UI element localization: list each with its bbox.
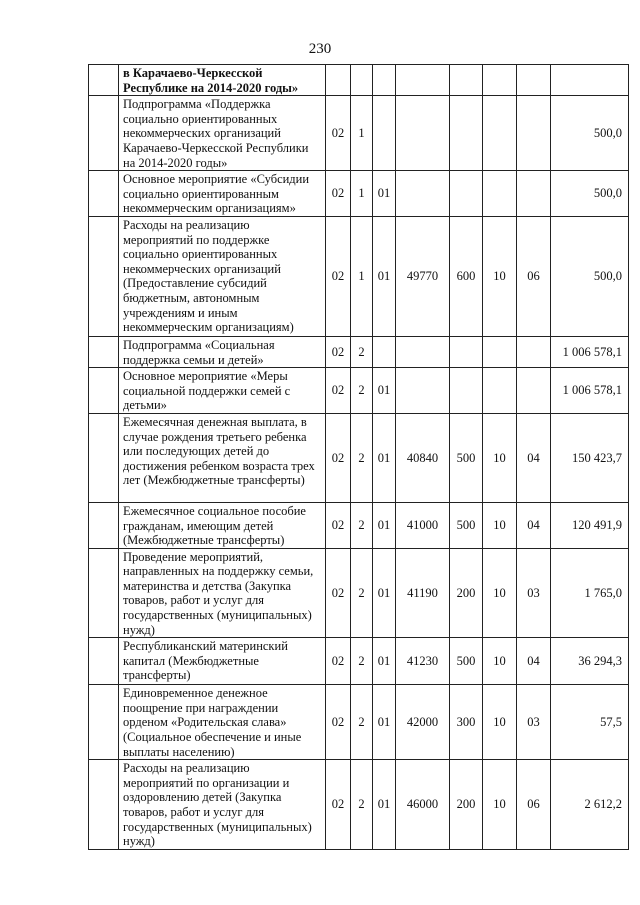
row-name: Ежемесячное социальное пособие гражданам, имеющим детей (Межбюджетные трансферты) <box>119 502 326 548</box>
expense-type <box>450 171 483 217</box>
amount-cell: 500,0 <box>551 216 629 336</box>
subprogram-code: 2 <box>351 336 373 367</box>
activity-code: 01 <box>373 760 396 850</box>
subsection-code <box>517 171 551 217</box>
section-code <box>483 368 517 414</box>
program-code: 02 <box>326 502 351 548</box>
table-row <box>89 216 629 336</box>
amount-cell: 500,0 <box>551 171 629 217</box>
subprogram-code: 1 <box>351 216 373 336</box>
program-code: 02 <box>326 171 351 217</box>
subprogram-code: 2 <box>351 413 373 502</box>
subsection-code: 04 <box>517 413 551 502</box>
section-code <box>483 65 517 96</box>
direction-code <box>396 336 450 367</box>
table-row <box>89 413 629 502</box>
section-code <box>483 96 517 171</box>
row-name: Проведение мероприятий, направленных на поддержку семьи, материнства и детства (Закупка товаров, работ и услуг для государственных (муниципальных) нужд) <box>119 548 326 638</box>
amount-cell: 1 006 578,1 <box>551 368 629 414</box>
expense-type: 500 <box>450 413 483 502</box>
empty-cell <box>89 368 119 414</box>
subprogram-code: 2 <box>351 368 373 414</box>
activity-code <box>373 65 396 96</box>
section-code: 10 <box>483 413 517 502</box>
direction-code <box>396 368 450 414</box>
amount-cell: 36 294,3 <box>551 638 629 685</box>
direction-code: 46000 <box>396 760 450 850</box>
subprogram-code: 2 <box>351 638 373 685</box>
row-name: Основное мероприятие «Меры социальной поддержки семей с детьми» <box>119 368 326 414</box>
section-code <box>483 171 517 217</box>
section-code: 10 <box>483 216 517 336</box>
table-row <box>89 548 629 638</box>
direction-code: 41000 <box>396 502 450 548</box>
expense-type: 200 <box>450 548 483 638</box>
activity-code <box>373 336 396 367</box>
row-name: Республиканский материнский капитал (Межбюджетные трансферты) <box>119 638 326 685</box>
expense-type: 300 <box>450 685 483 760</box>
activity-code: 01 <box>373 413 396 502</box>
table-row <box>89 65 629 96</box>
expense-type <box>450 336 483 367</box>
program-code: 02 <box>326 760 351 850</box>
empty-cell <box>89 96 119 171</box>
direction-code: 40840 <box>396 413 450 502</box>
subsection-code <box>517 336 551 367</box>
subsection-code: 06 <box>517 760 551 850</box>
amount-cell: 57,5 <box>551 685 629 760</box>
empty-cell <box>89 502 119 548</box>
empty-cell <box>89 216 119 336</box>
activity-code: 01 <box>373 368 396 414</box>
subprogram-code: 2 <box>351 548 373 638</box>
empty-cell <box>89 685 119 760</box>
direction-code <box>396 65 450 96</box>
amount-cell: 1 006 578,1 <box>551 336 629 367</box>
activity-code <box>373 96 396 171</box>
amount-cell <box>551 65 629 96</box>
program-code: 02 <box>326 638 351 685</box>
program-code: 02 <box>326 368 351 414</box>
subsection-code <box>517 368 551 414</box>
program-code: 02 <box>326 413 351 502</box>
expense-type <box>450 96 483 171</box>
subprogram-code: 2 <box>351 502 373 548</box>
subsection-code: 04 <box>517 502 551 548</box>
activity-code: 01 <box>373 171 396 217</box>
expense-type: 500 <box>450 638 483 685</box>
amount-cell: 120 491,9 <box>551 502 629 548</box>
expense-type: 500 <box>450 502 483 548</box>
amount-cell: 2 612,2 <box>551 760 629 850</box>
expense-type <box>450 65 483 96</box>
empty-cell <box>89 548 119 638</box>
row-name: Ежемесячная денежная выплата, в случае рождения третьего ребенка или последующих детей до достижения ребенком возраста трех лет (Межбюджетные трансферты) <box>119 413 326 502</box>
expense-type: 600 <box>450 216 483 336</box>
page-number: 230 <box>308 41 332 57</box>
activity-code: 01 <box>373 548 396 638</box>
expense-type <box>450 368 483 414</box>
section-code <box>483 336 517 367</box>
section-code: 10 <box>483 685 517 760</box>
table-row <box>89 638 629 685</box>
table-row <box>89 171 629 217</box>
table-row <box>89 368 629 414</box>
direction-code: 41190 <box>396 548 450 638</box>
expense-type: 200 <box>450 760 483 850</box>
subprogram-code: 1 <box>351 171 373 217</box>
section-code: 10 <box>483 548 517 638</box>
subsection-code <box>517 96 551 171</box>
direction-code: 41230 <box>396 638 450 685</box>
subsection-code <box>517 65 551 96</box>
empty-cell <box>89 638 119 685</box>
table-body <box>89 65 629 850</box>
empty-cell <box>89 760 119 850</box>
subsection-code: 04 <box>517 638 551 685</box>
row-name: Подпрограмма «Социальная поддержка семьи и детей» <box>119 336 326 367</box>
section-code: 10 <box>483 638 517 685</box>
subprogram-code: 1 <box>351 96 373 171</box>
table-row <box>89 502 629 548</box>
row-name: Основное мероприятие «Субсидии социально ориентированным некоммерческим организациям» <box>119 171 326 217</box>
direction-code: 42000 <box>396 685 450 760</box>
row-name: Расходы на реализацию мероприятий по организации и оздоровлению детей (Закупка товаров, работ и услуг для государственных (муниципальных) нужд) <box>119 760 326 850</box>
amount-cell: 500,0 <box>551 96 629 171</box>
amount-cell: 1 765,0 <box>551 548 629 638</box>
table-row <box>89 685 629 760</box>
table-row <box>89 760 629 850</box>
program-code <box>326 65 351 96</box>
table-row <box>89 336 629 367</box>
program-code: 02 <box>326 216 351 336</box>
empty-cell <box>89 171 119 217</box>
table-row <box>89 96 629 171</box>
subprogram-code: 2 <box>351 760 373 850</box>
section-code: 10 <box>483 760 517 850</box>
empty-cell <box>89 65 119 96</box>
budget-table <box>88 64 629 850</box>
empty-cell <box>89 336 119 367</box>
subsection-code: 03 <box>517 548 551 638</box>
direction-code: 49770 <box>396 216 450 336</box>
section-code: 10 <box>483 502 517 548</box>
direction-code <box>396 171 450 217</box>
row-name: в Карачаево-Черкесской Республике на 2014-2020 годы» <box>119 65 326 96</box>
amount-cell: 150 423,7 <box>551 413 629 502</box>
activity-code: 01 <box>373 685 396 760</box>
program-code: 02 <box>326 96 351 171</box>
empty-cell <box>89 413 119 502</box>
row-name: Расходы на реализацию мероприятий по поддержке социально ориентированных некоммерческих организаций (Предоставление субсидий бюджетным, автономным учреждениям и иным некоммерческим организациям) <box>119 216 326 336</box>
program-code: 02 <box>326 336 351 367</box>
subprogram-code: 2 <box>351 685 373 760</box>
program-code: 02 <box>326 685 351 760</box>
subprogram-code <box>351 65 373 96</box>
activity-code: 01 <box>373 216 396 336</box>
program-code: 02 <box>326 548 351 638</box>
activity-code: 01 <box>373 502 396 548</box>
activity-code: 01 <box>373 638 396 685</box>
direction-code <box>396 96 450 171</box>
subsection-code: 03 <box>517 685 551 760</box>
row-name: Подпрограмма «Поддержка социально ориентированных некоммерческих организаций Карачаево-Черкесской Республики на 2014-2020 годы» <box>119 96 326 171</box>
row-name: Единовременное денежное поощрение при награждении орденом «Родительская слава» (Социальное обеспечение и иные выплаты населению) <box>119 685 326 760</box>
subsection-code: 06 <box>517 216 551 336</box>
